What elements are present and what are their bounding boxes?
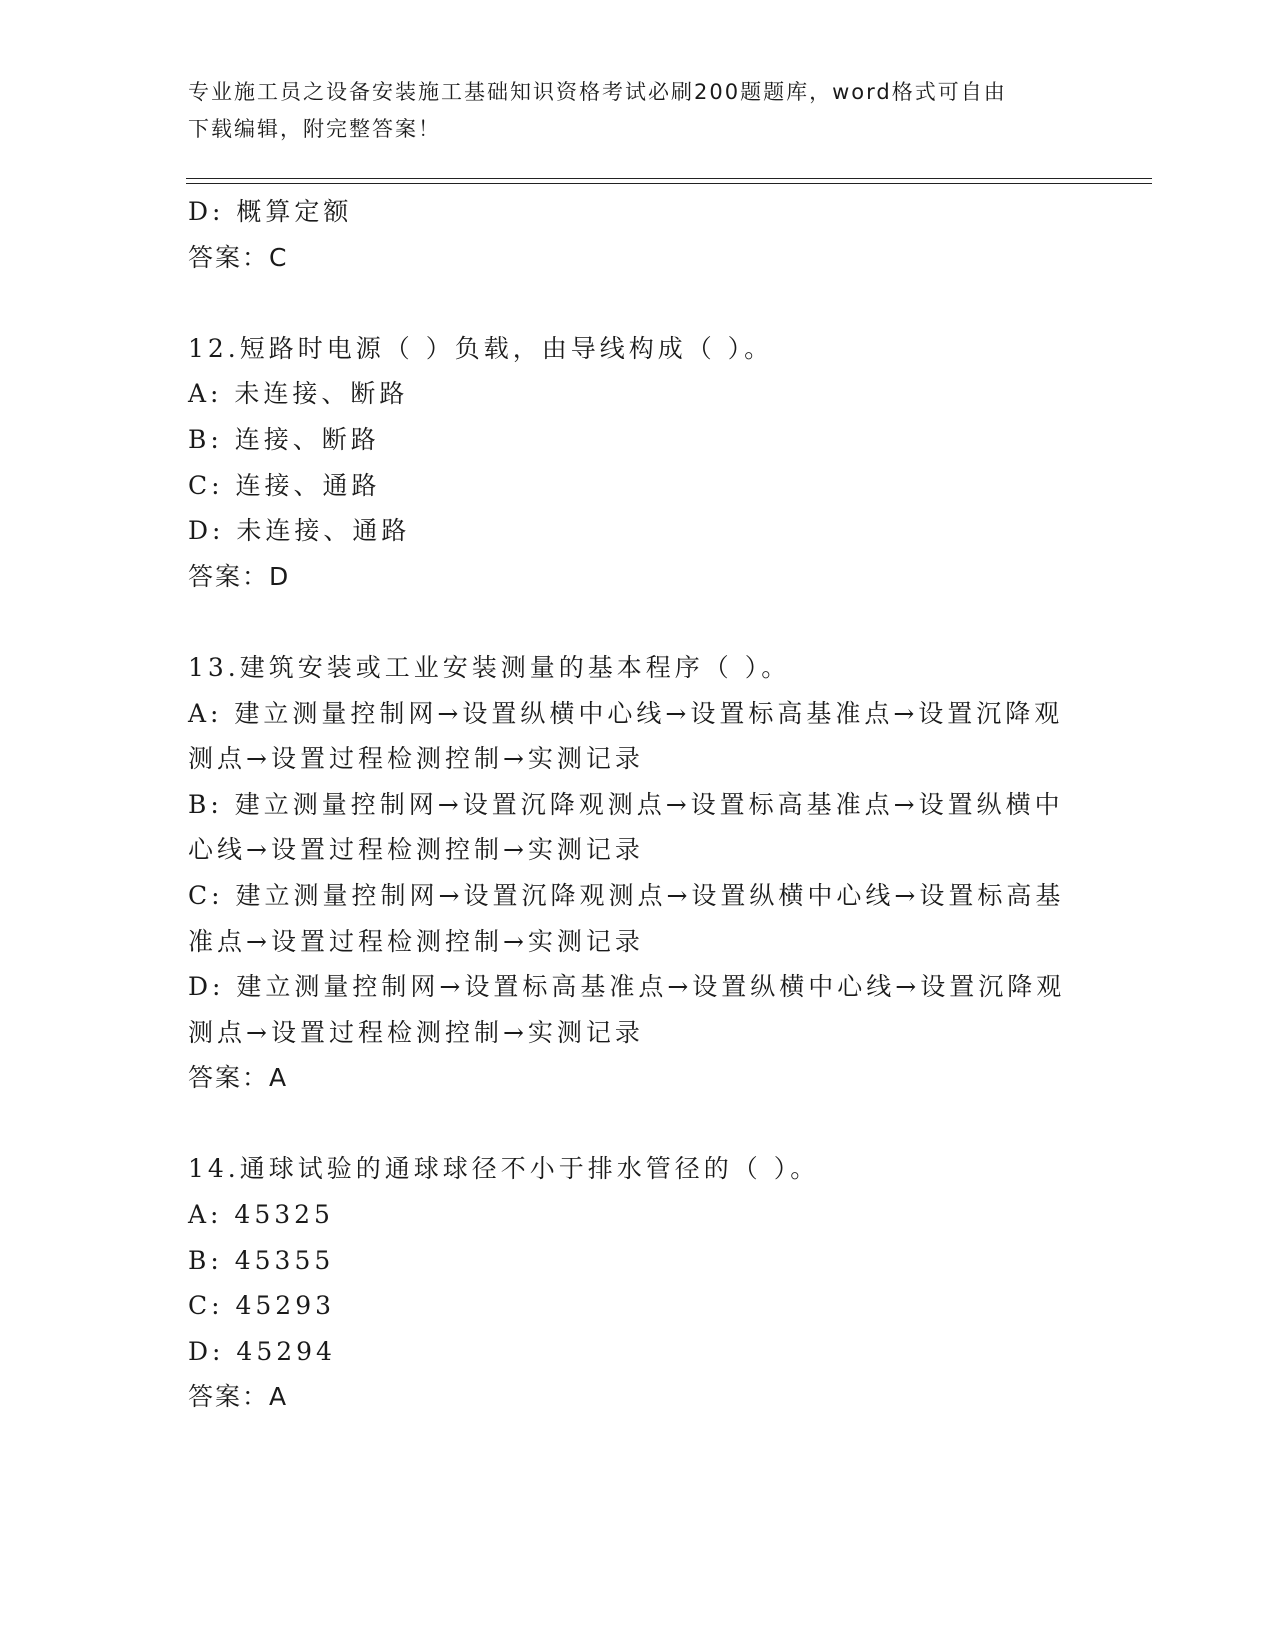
option-d-line-2: 测点→设置过程检测控制→实测记录 xyxy=(188,1017,644,1047)
spacer xyxy=(188,599,1088,645)
question-content xyxy=(188,189,1088,1420)
answer: 答案：A xyxy=(188,1382,289,1412)
option-b: B: 连接、断路 xyxy=(188,424,380,454)
option-b: B: 45355 xyxy=(188,1245,335,1275)
question-14 xyxy=(188,1146,1088,1420)
option-c: C: 连接、通路 xyxy=(188,470,381,500)
spacer xyxy=(188,280,1088,326)
option-d-line-1: D: 建立测量控制网→设置标高基准点→设置纵横中心线→设置沉降观 xyxy=(188,972,1066,1002)
document-header xyxy=(188,74,1078,148)
option-b xyxy=(188,782,1088,873)
option-c xyxy=(188,873,1088,964)
question-12 xyxy=(188,326,1088,600)
option-a xyxy=(188,691,1088,782)
header-divider-top xyxy=(186,178,1152,179)
answer: 答案：C xyxy=(188,242,289,272)
option-a: A: 未连接、断路 xyxy=(188,379,409,409)
question-stem: 14.通球试验的通球球径不小于排水管径的（ ）。 xyxy=(188,1154,820,1184)
option-c-line-1: C: 建立测量控制网→设置沉降观测点→设置纵横中心线→设置标高基 xyxy=(188,880,1065,910)
option-a-line-2: 测点→设置过程检测控制→实测记录 xyxy=(188,744,644,774)
option-d: D: 45294 xyxy=(188,1336,336,1366)
question-13 xyxy=(188,645,1088,1101)
header-divider-bottom xyxy=(186,183,1152,184)
spacer xyxy=(188,1101,1088,1147)
option-d xyxy=(188,964,1088,1055)
option-d: D: 概算定额 xyxy=(188,197,353,226)
question-stem: 12.短路时电源（ ）负载，由导线构成（ ）。 xyxy=(188,333,774,363)
answer: 答案：D xyxy=(188,561,291,591)
question-11-tail xyxy=(188,189,1088,280)
question-stem: 13.建筑安装或工业安装测量的基本程序（ ）。 xyxy=(188,652,791,682)
option-d: D: 未连接、通路 xyxy=(188,516,411,546)
option-b-line-1: B: 建立测量控制网→设置沉降观测点→设置标高基准点→设置纵横中 xyxy=(188,789,1064,819)
answer: 答案：A xyxy=(188,1063,289,1093)
header-title-line-2: 下载编辑，附完整答案！ xyxy=(188,117,441,141)
option-a-line-1: A: 建立测量控制网→设置纵横中心线→设置标高基准点→设置沉降观 xyxy=(188,698,1064,728)
option-a: A: 45325 xyxy=(188,1200,334,1230)
option-c: C: 45293 xyxy=(188,1291,336,1321)
header-title-line-1: 专业施工员之设备安装施工基础知识资格考试必刷200题题库，word格式可自由 xyxy=(188,80,1007,104)
option-c-line-2: 准点→设置过程检测控制→实测记录 xyxy=(188,926,644,956)
option-b-line-2: 心线→设置过程检测控制→实测记录 xyxy=(188,835,644,865)
